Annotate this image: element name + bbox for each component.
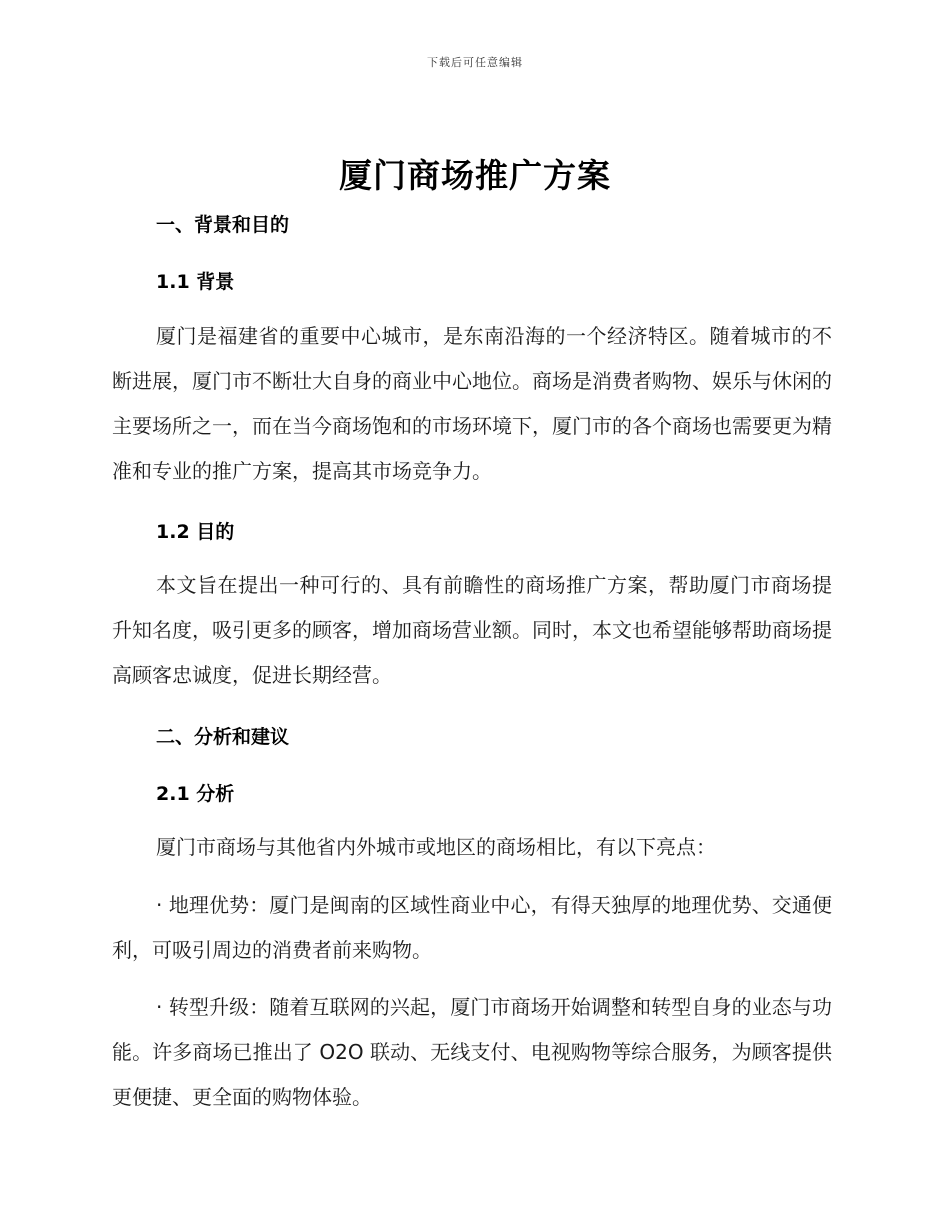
section-1-1-paragraph: 厦门是福建省的重要中心城市，是东南沿海的一个经济特区。随着城市的不断进展，厦门市不断壮大自身的商业中心地位。商场是消费者购物、娱乐与休闲的主要场所之一，而在当今商场饱和的市场环境下，厦门市的各个商场也需要更为精准和专业的推广方案，提高其市场竞争力。 [112,324,832,483]
section-2-1-intro: 厦门市商场与其他省内外城市或地区的商场相比，有以下亮点： [156,835,716,859]
section-1-2-heading: 1.2 目的 [156,521,235,543]
bullet-geographic-advantage: · 地理优势：厦门是闽南的区域性商业中心，有得天独厚的地理优势、交通便利，可吸引周边的消费者前来购物。 [112,893,832,962]
section-1-heading: 一、背景和目的 [156,214,290,236]
document-title: 厦门商场推广方案 [339,156,611,195]
header-note: 下载后可任意编辑 [427,56,523,69]
section-1-1-heading: 1.1 背景 [156,271,235,293]
section-2-1-heading: 2.1 分析 [156,783,235,805]
bullet-transformation-upgrade: · 转型升级：随着互联网的兴起，厦门市商场开始调整和转型自身的业态与功能。许多商场已推出了 O2O 联动、无线支付、电视购物等综合服务，为顾客提供更便捷、更全面的购物体验。 [112,995,832,1109]
section-1-2-paragraph: 本文旨在提出一种可行的、具有前瞻性的商场推广方案，帮助厦门市商场提升知名度，吸引更多的顾客，增加商场营业额。同时，本文也希望能够帮助商场提高顾客忠诚度，促进长期经营。 [112,573,832,687]
section-2-heading: 二、分析和建议 [156,726,290,748]
